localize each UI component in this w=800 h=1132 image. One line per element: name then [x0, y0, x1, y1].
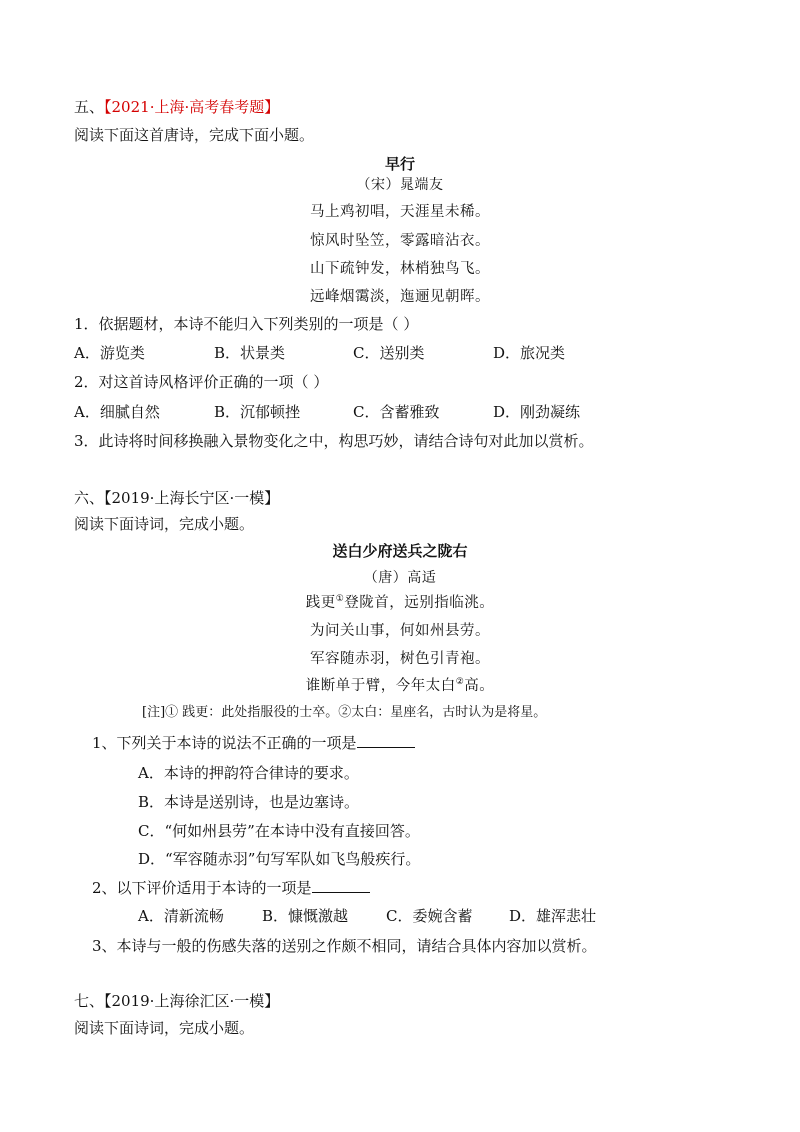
poem-1-line: 远峰烟霭淡，迤逦见朝晖。	[310, 289, 490, 305]
poem-2-line: 为问关山事，何如州县劳。	[310, 623, 490, 639]
s6-q1-stem: 1、下列关于本诗的说法不正确的一项是	[92, 735, 415, 751]
s6-q1-option-a: A．本诗的押韵符合律诗的要求。	[138, 764, 359, 782]
answer-blank	[357, 735, 415, 748]
s6-q2-option-c: C．委婉含蓄	[386, 907, 473, 925]
poem-1-author: （宋）晁端友	[356, 177, 444, 193]
s6-q1-option-c: C．“何如州县劳”在本诗中没有直接回答。	[138, 822, 420, 840]
section-5-number: 五、	[74, 98, 105, 116]
s6-q3-stem: 3、本诗与一般的伤感失落的送别之作颇不相同，请结合具体内容加以赏析。	[92, 937, 597, 955]
section-5-heading	[74, 100, 279, 115]
s6-q1-option-b: B．本诗是送别诗，也是边塞诗。	[138, 793, 360, 811]
s5-q2-option-a: A．细腻自然	[74, 403, 160, 421]
s5-q3-stem: 3．此诗将时间移换融入景物变化之中，构思巧妙，请结合诗句对此加以赏析。	[74, 432, 594, 450]
poem-2-line: 军容随赤羽，树色引青袍。	[310, 651, 490, 667]
poem-1-line: 惊风时坠笠，零露暗沾衣。	[310, 233, 490, 249]
footnote-marker: ①	[335, 594, 345, 604]
poem-2-title: 送白少府送兵之陇右	[332, 542, 468, 560]
poem-2-note: [注]① 践更：此处指服役的士卒。②太白：星座名，古时认为是将星。	[142, 705, 547, 720]
section-5-source: 【2021·上海·高考春考题】	[104, 98, 280, 116]
s5-q2-stem: 2．对这首诗风格评价正确的一项（ ）	[74, 373, 329, 391]
s5-q2-option-b: B．沉郁顿挫	[214, 403, 301, 421]
section-5-instruction: 阅读下面这首唐诗，完成下面小题。	[74, 126, 315, 144]
poem-1-title: 早行	[384, 155, 415, 173]
poem-1-line: 山下疏钟发，林梢独鸟飞。	[310, 261, 490, 277]
s5-q1-stem: 1．依据题材，本诗不能归入下列类别的一项是（ ）	[74, 315, 419, 333]
s6-q2-stem: 2、以下评价适用于本诗的一项是	[92, 880, 370, 896]
s5-q1-option-b: B．状景类	[214, 344, 286, 362]
s6-q2-option-b: B．慷慨激越	[262, 907, 349, 925]
s6-q2-option-a: A．清新流畅	[138, 907, 224, 925]
s5-q2-option-c: C．含蓄雅致	[353, 403, 440, 421]
s5-q1-option-c: C．送别类	[353, 344, 425, 362]
s5-q1-option-a: A．游览类	[74, 344, 145, 362]
footnote-marker: ②	[455, 677, 465, 687]
poem-2-author: （唐）高适	[363, 570, 437, 586]
section-7-instruction: 阅读下面诗词，完成小题。	[74, 1019, 255, 1037]
poem-1-line: 马上鸡初唱，天涯星未稀。	[310, 204, 490, 220]
section-7-heading: 七、【2019·上海徐汇区·一模】	[74, 992, 280, 1010]
section-6-instruction: 阅读下面诗词，完成小题。	[74, 515, 255, 533]
s5-q1-option-d: D．旅况类	[493, 344, 566, 362]
s6-q2-option-d: D．雄浑悲壮	[509, 907, 597, 925]
poem-2-line: 谁断单于臂，今年太白②高。	[305, 677, 495, 694]
s6-q1-option-d: D．“军容随赤羽”句写军队如飞鸟般疾行。	[138, 850, 421, 868]
poem-2-line: 践更①登陇首，远别指临洮。	[305, 594, 495, 611]
s5-q2-option-d: D．刚劲凝练	[493, 403, 581, 421]
section-6-heading: 六、【2019·上海长宁区·一模】	[74, 489, 280, 507]
answer-blank	[312, 880, 370, 893]
